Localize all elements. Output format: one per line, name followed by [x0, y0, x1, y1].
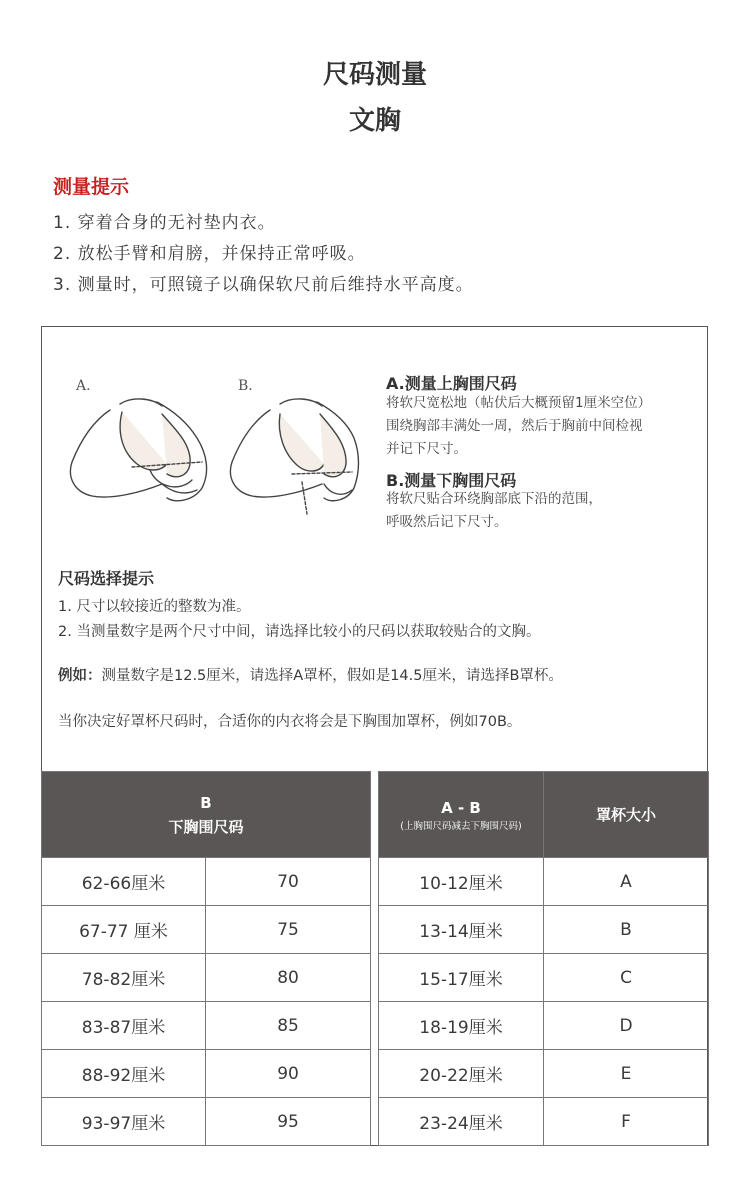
cup-size: D — [544, 1002, 709, 1050]
illustration-label-b: B. — [238, 378, 253, 394]
difference-range: 23-24厘米 — [379, 1098, 544, 1146]
measure-a-title: A.测量上胸围尺码 — [386, 374, 517, 393]
difference-header — [379, 772, 544, 858]
cup-size: F — [544, 1098, 709, 1146]
band-size: 75 — [206, 906, 371, 954]
table-row — [379, 906, 709, 954]
tips-heading: 测量提示 — [53, 176, 130, 198]
table-row — [42, 906, 371, 954]
cup-size: E — [544, 1050, 709, 1098]
tip-item: 2. 放松手臂和肩膀，并保持正常呼吸。 — [53, 244, 366, 264]
table-row — [379, 1002, 709, 1050]
measure-a-description — [386, 392, 651, 461]
table-row — [379, 1050, 709, 1098]
tip-item: 1. 穿着合身的无衬垫内衣。 — [53, 213, 276, 233]
measure-b-title: B.测量下胸围尺码 — [386, 471, 517, 490]
tip-item: 3. 测量时，可照镜子以确保软尺前后维持水平高度。 — [53, 275, 474, 295]
tips-list — [53, 208, 474, 301]
underbust-range: 83-87厘米 — [42, 1002, 206, 1050]
measure-a-line: 将软尺宽松地（帖伏后大概预留1厘米空位） — [386, 395, 652, 411]
underbust-range: 78-82厘米 — [42, 954, 206, 1002]
difference-range: 10-12厘米 — [379, 858, 544, 906]
illustration-label-a: A. — [76, 378, 91, 394]
difference-range: 18-19厘米 — [379, 1002, 544, 1050]
table-row — [42, 1098, 371, 1146]
size-choose-list — [58, 595, 540, 645]
table-row — [42, 1050, 371, 1098]
table-row — [379, 1098, 709, 1146]
table-row — [379, 858, 709, 906]
cup-size: B — [544, 906, 709, 954]
cup-size: A — [544, 858, 709, 906]
difference-header-note: (上胸围尺码减去下胸围尺码) — [400, 820, 522, 832]
table-row — [42, 858, 371, 906]
difference-range: 15-17厘米 — [379, 954, 544, 1002]
band-size: 70 — [206, 858, 371, 906]
final-note: 当你决定好罩杯尺码时，合适你的内衣将会是下胸围加罩杯，例如70B。 — [58, 714, 522, 730]
table-row — [42, 1002, 371, 1050]
measure-a-line: 并记下尺寸。 — [386, 441, 467, 457]
table-row — [42, 954, 371, 1002]
band-size: 80 — [206, 954, 371, 1002]
cup-size-table — [378, 771, 709, 1146]
underbust-table — [41, 771, 371, 1146]
underbust-header-bottom: 下胸围尺码 — [168, 817, 244, 836]
measure-a-line: 围绕胸部丰满处一周，然后于胸前中间检视 — [386, 418, 643, 434]
difference-range: 13-14厘米 — [379, 906, 544, 954]
underbust-header — [42, 772, 371, 858]
underbust-range: 88-92厘米 — [42, 1050, 206, 1098]
measure-b-line: 呼吸然后记下尺寸。 — [386, 514, 508, 530]
example-body: 测量数字是12.5厘米，请选择A罩杯，假如是14.5厘米，请选择B罩杯。 — [101, 668, 563, 684]
underbust-range: 62-66厘米 — [42, 858, 206, 906]
underbust-range: 67-77 厘米 — [42, 906, 206, 954]
choose-item: 1. 尺寸以较接近的整数为准。 — [58, 599, 251, 615]
band-size: 90 — [206, 1050, 371, 1098]
size-choose-heading: 尺码选择提示 — [58, 569, 155, 588]
page-subtitle: 文胸 — [348, 106, 401, 136]
choose-item: 2. 当测量数字是两个尺寸中间，请选择比较小的尺码以获取较贴合的文胸。 — [58, 624, 541, 640]
example-text — [58, 664, 563, 685]
page-title: 尺码测量 — [322, 60, 427, 90]
underbust-range: 93-97厘米 — [42, 1098, 206, 1146]
measuring-illustration — [62, 392, 362, 527]
table-row — [379, 954, 709, 1002]
underbust-header-top: B — [200, 793, 212, 812]
band-size: 95 — [206, 1098, 371, 1146]
measure-b-description — [386, 488, 602, 534]
difference-header-top: A - B — [441, 798, 481, 817]
difference-range: 20-22厘米 — [379, 1050, 544, 1098]
cup-size: C — [544, 954, 709, 1002]
example-label: 例如： — [58, 668, 102, 684]
band-size: 85 — [206, 1002, 371, 1050]
cup-header: 罩杯大小 — [544, 772, 709, 858]
measure-b-line: 将软尺贴合环绕胸部底下沿的范围， — [386, 491, 602, 507]
